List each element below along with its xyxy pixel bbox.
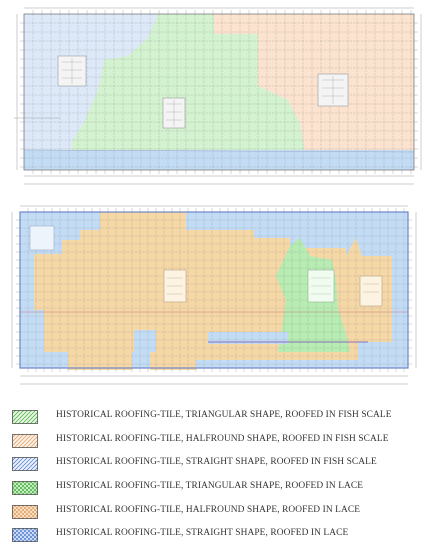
legend-item-halfround-lace (12, 501, 432, 525)
legend-swatch-straight-lace (12, 528, 38, 542)
legend-label-straight-fish: HISTORICAL ROOFING-TILE, STRAIGHT SHAPE, ROOFED IN FISH SCALE (56, 457, 377, 468)
legend-item-triangular-fish (12, 406, 432, 430)
roof-plan-upper (14, 8, 421, 184)
legend-label-triangular-lace: HISTORICAL ROOFING-TILE, TRIANGULAR SHAPE, ROOFED IN LACE (56, 481, 364, 492)
legend-swatch-halfround-lace (12, 505, 38, 519)
legend-swatch-halfround-fish (12, 434, 38, 448)
legend-item-halfround-fish (12, 430, 432, 454)
legend-label-halfround-lace: HISTORICAL ROOFING-TILE, HALFROUND SHAPE, ROOFED IN LACE (56, 504, 361, 515)
lower-roof-window-right (360, 276, 382, 306)
roof-plan-lower (12, 206, 416, 384)
legend-label-straight-lace: HISTORICAL ROOFING-TILE, STRAIGHT SHAPE, ROOFED IN LACE (56, 528, 349, 539)
upper-roof-window-right (318, 74, 348, 106)
legend-swatch-triangular-fish (12, 410, 38, 424)
legend-item-straight-lace (12, 524, 432, 548)
legend-label-halfround-fish: HISTORICAL ROOFING-TILE, HALFROUND SHAPE, ROOFED IN FISH SCALE (56, 433, 389, 444)
legend-item-straight-fish (12, 453, 432, 477)
legend-item-triangular-lace (12, 477, 432, 501)
legend-swatch-straight-fish (12, 457, 38, 471)
legend-swatch-triangular-lace (12, 481, 38, 495)
lower-roof-window-left (30, 226, 54, 250)
legend (12, 406, 432, 548)
lower-roof-window-middle (308, 270, 334, 302)
upper-roof-window-left (58, 56, 86, 86)
upper-roof-window-center (163, 98, 185, 128)
lower-courtyard-cutout (134, 330, 156, 352)
legend-label-triangular-fish: HISTORICAL ROOFING-TILE, TRIANGULAR SHAPE, ROOFED IN FISH SCALE (56, 410, 392, 420)
lower-roof-window-center (164, 270, 186, 302)
